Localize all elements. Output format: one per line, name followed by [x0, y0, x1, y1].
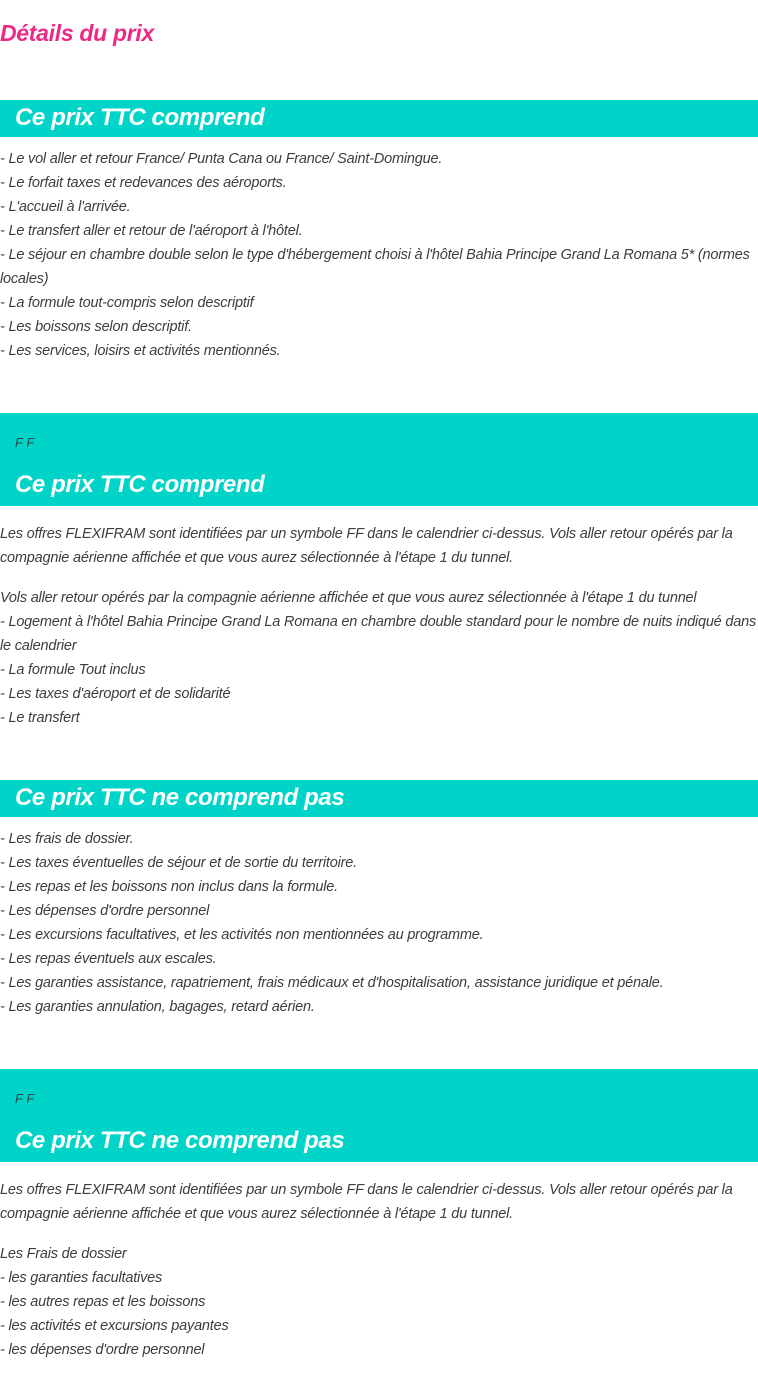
list-item: - La formule tout-compris selon descriptif — [0, 295, 254, 311]
section-header-excludes — [0, 780, 758, 817]
list-item: Vols aller retour opérés par la compagnie aérienne affichée et que vous aurez sélectionnée à l'étape 1 du tunnel — [0, 590, 697, 606]
list-item: - Les garanties annulation, bagages, retard aérien. — [0, 999, 315, 1015]
list-item: - Les repas éventuels aux escales. — [0, 951, 217, 967]
includes-flexifram-list — [0, 586, 758, 730]
section-title: Ce prix TTC comprend — [15, 104, 265, 131]
list-item: - Les garanties assistance, rapatriement, frais médicaux et d'hospitalisation, assistance juridique et pénale. — [0, 975, 664, 991]
excludes-flexifram-text — [0, 1178, 758, 1362]
page-title: Détails du prix — [0, 20, 154, 46]
list-item: - Logement à l'hôtel Bahia Principe Grand La Romana en chambre double standard pour le nombre de nuits indiqué dans le calendrier — [0, 614, 757, 654]
section-header-includes-flexifram — [0, 413, 758, 506]
list-item: - Les dépenses d'ordre personnel — [0, 903, 210, 919]
list-item: - Les boissons selon descriptif. — [0, 319, 192, 335]
list-item: - les garanties facultatives — [0, 1270, 163, 1286]
list-item: - Les taxes d'aéroport et de solidarité — [0, 686, 231, 702]
includes-flexifram-text — [0, 522, 758, 730]
list-item: - les dépenses d'ordre personnel — [0, 1342, 205, 1358]
list-item: - L'accueil à l'arrivée. — [0, 199, 131, 215]
section-title: Ce prix TTC ne comprend pas — [15, 784, 345, 811]
excludes-list — [0, 827, 758, 1019]
list-item: - Les services, loisirs et activités mentionnés. — [0, 343, 281, 359]
list-item: - les activités et excursions payantes — [0, 1318, 229, 1334]
list-item: Les Frais de dossier — [0, 1246, 127, 1262]
list-item: - Le transfert — [0, 710, 80, 726]
list-item: - Les excursions facultatives, et les activités non mentionnées au programme. — [0, 927, 484, 943]
list-item: - La formule Tout inclus — [0, 662, 146, 678]
flexifram-intro: Les offres FLEXIFRAM sont identifiées par un symbole FF dans le calendrier ci-dessus. Vols aller retour opérés par la compagnie aérienne affichée et que vous aurez sélectionnée à l'étape 1 du tunnel. — [0, 526, 733, 566]
section-header-includes — [0, 100, 758, 137]
ff-label: F F — [15, 435, 35, 450]
list-item: - Le forfait taxes et redevances des aéroports. — [0, 175, 287, 191]
section-title: Ce prix TTC comprend — [15, 471, 265, 498]
list-item: - Les repas et les boissons non inclus dans la formule. — [0, 879, 338, 895]
includes-list — [0, 147, 758, 363]
list-item: - Le vol aller et retour France/ Punta Cana ou France/ Saint-Domingue. — [0, 151, 443, 167]
list-item: - Le séjour en chambre double selon le type d'hébergement choisi à l'hôtel Bahia Principe Grand La Romana 5* (normes locales) — [0, 247, 750, 287]
list-item: - Le transfert aller et retour de l'aéroport à l'hôtel. — [0, 223, 303, 239]
list-item: - les autres repas et les boissons — [0, 1294, 206, 1310]
list-item: - Les taxes éventuelles de séjour et de sortie du territoire. — [0, 855, 357, 871]
section-header-excludes-flexifram — [0, 1069, 758, 1162]
list-item: - Les frais de dossier. — [0, 831, 134, 847]
flexifram-intro: Les offres FLEXIFRAM sont identifiées par un symbole FF dans le calendrier ci-dessus. Vols aller retour opérés par la compagnie aérienne affichée et que vous aurez sélectionnée à l'étape 1 du tunnel. — [0, 1182, 733, 1222]
ff-label: F F — [15, 1091, 35, 1106]
section-title: Ce prix TTC ne comprend pas — [15, 1127, 345, 1154]
excludes-flexifram-list — [0, 1242, 758, 1362]
